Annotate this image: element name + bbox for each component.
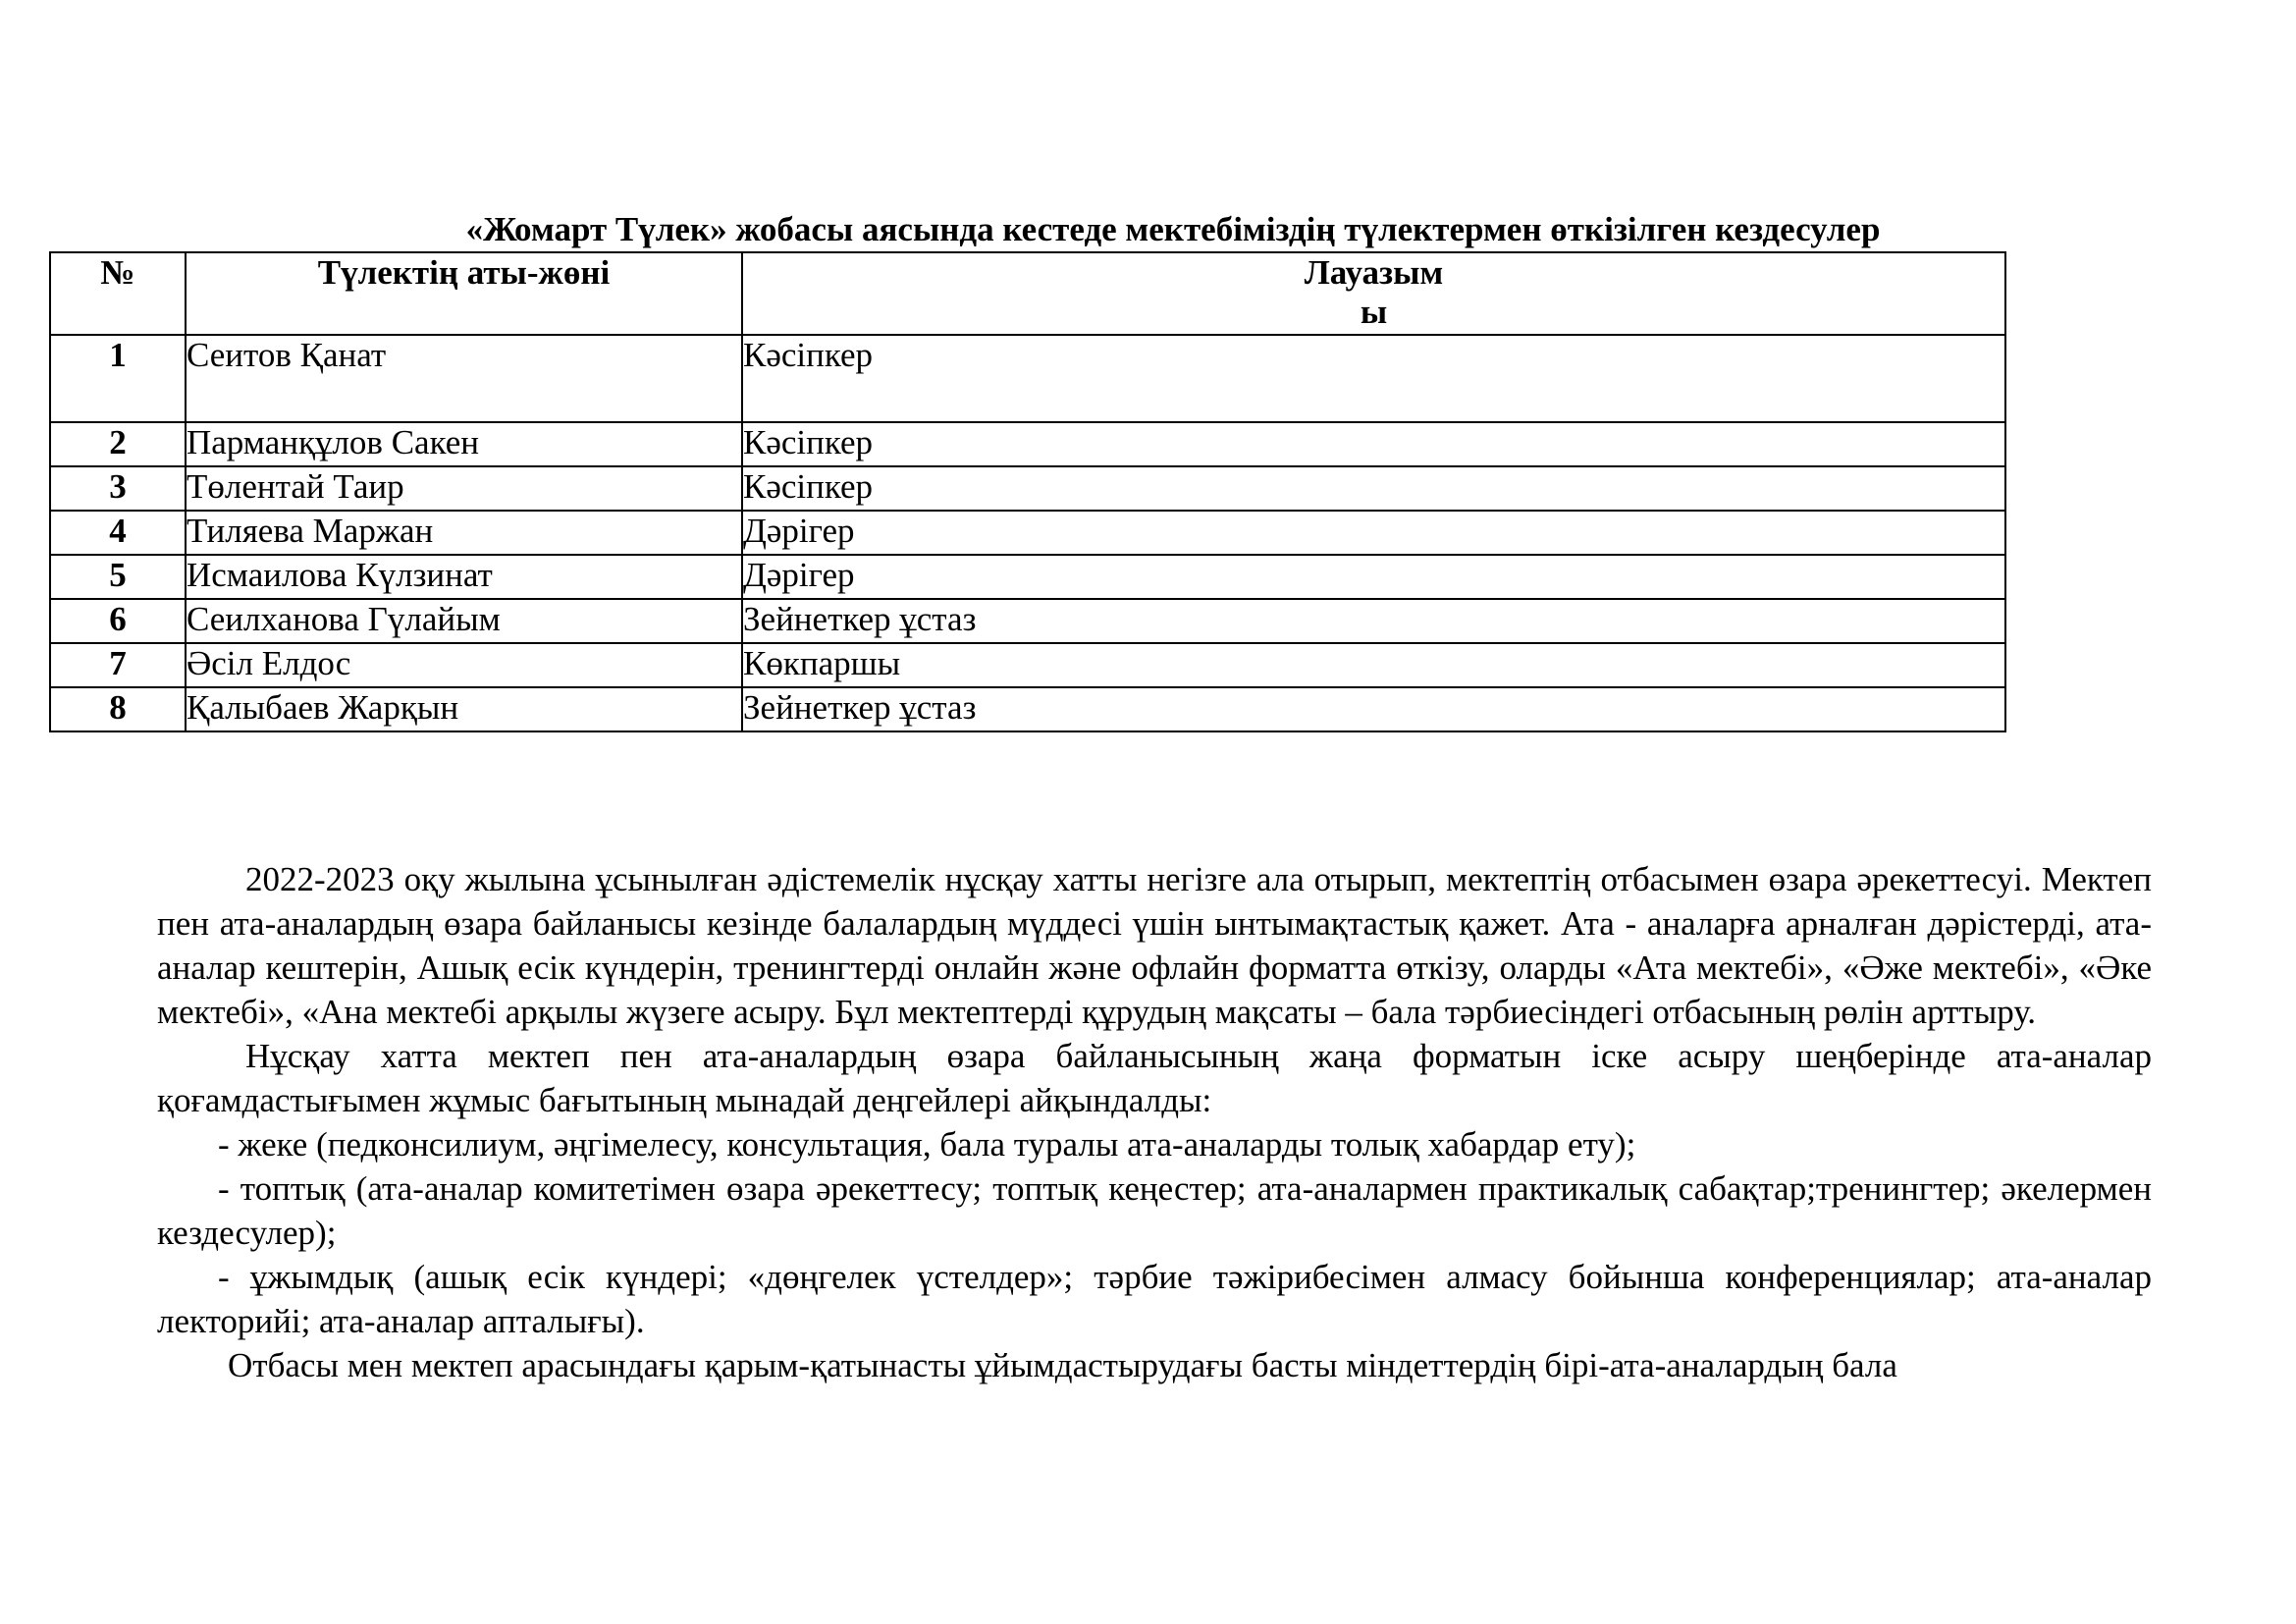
table-row	[50, 511, 2005, 555]
graduate-name: Қалыбаев Жарқын	[186, 687, 742, 731]
graduate-name: Тиляева Маржан	[186, 511, 742, 555]
row-number: 1	[50, 335, 186, 422]
row-number: 4	[50, 511, 186, 555]
header-position-line2: ы	[1360, 293, 1388, 331]
row-number: 7	[50, 643, 186, 687]
row-number: 8	[50, 687, 186, 731]
list-item-individual: - жеке (педконсилиум, әңгімелесу, консультация, бала туралы ата-аналарды толық хабардар ету);	[218, 1125, 1636, 1164]
table-row	[50, 643, 2005, 687]
graduate-name: Төлентай Таир	[186, 466, 742, 511]
graduate-name: Исмаилова Күлзинат	[186, 555, 742, 599]
graduates-table	[49, 251, 2006, 732]
table-row	[50, 466, 2005, 511]
header-position	[742, 252, 2005, 335]
graduate-position: Көкпаршы	[742, 643, 2005, 687]
header-name: Түлектің аты-жөні	[186, 252, 742, 335]
graduate-position: Зейнеткер ұстаз	[742, 687, 2005, 731]
graduate-name: Әсіл Елдос	[186, 643, 742, 687]
paragraph: Отбасы мен мектеп арасындағы қарым-қатынасты ұйымдастырудағы басты міндеттердің бірі-ата-аналардың бала	[228, 1346, 1897, 1384]
row-number: 5	[50, 555, 186, 599]
body-text	[157, 857, 2152, 1387]
document-title: «Жомарт Түлек» жобасы аясында кестеде мектебіміздің түлектермен өткізілген кездесулер	[465, 210, 1881, 248]
graduate-position: Зейнеткер ұстаз	[742, 599, 2005, 643]
header-number: №	[50, 252, 186, 335]
graduate-position: Дәрігер	[742, 511, 2005, 555]
row-number: 2	[50, 422, 186, 466]
table-row	[50, 687, 2005, 731]
graduate-position: Кәсіпкер	[742, 466, 2005, 511]
row-number: 6	[50, 599, 186, 643]
graduate-name: Сеитов Қанат	[186, 335, 742, 422]
graduate-name: Сеилханова Гүлайым	[186, 599, 742, 643]
paragraph: Нұсқау хатта мектеп пен ата-аналардың өзара байланысының жаңа форматын іске асыру шеңберінде ата-аналар қоғамдастығымен жұмыс бағытының мынадай деңгейлері айқындалды:	[157, 1037, 2152, 1119]
table-row	[50, 335, 2005, 422]
row-number: 3	[50, 466, 186, 511]
list-item-collective: - ұжымдық (ашық есік күндері; «дөңгелек үстелдер»; тәрбие тәжірибесімен алмасу бойынша конференциялар; ата-аналар лекторийі; ата-аналар апталығы).	[157, 1258, 2152, 1340]
table-header-row	[50, 252, 2005, 335]
graduate-position: Кәсіпкер	[742, 422, 2005, 466]
graduate-position: Дәрігер	[742, 555, 2005, 599]
table-row	[50, 599, 2005, 643]
list-item-group: - топтық (ата-аналар комитетімен өзара әрекеттесу; топтық кеңестер; ата-аналармен практикалық сабақтар;тренингтер; әкелермен кездесулер);	[157, 1169, 2152, 1252]
graduate-name: Парманқұлов Сакен	[186, 422, 742, 466]
table-row	[50, 555, 2005, 599]
header-position-line1: Лауазым	[1304, 253, 1444, 292]
table-row	[50, 422, 2005, 466]
graduate-position: Кәсіпкер	[742, 335, 2005, 422]
paragraph: 2022-2023 оқу жылына ұсынылған әдістемелік нұсқау хатты негізге ала отырып, мектептің отбасымен өзара әрекеттесуі. Мектеп пен ата-аналардың өзара байланысы кезінде балалардың мүддесі үшін ынтымақтастық қажет. Ата - аналарға арналған дәрістерді, ата-аналар кештерін, Ашық есік күндерін, тренингтерді онлайн және офлайн форматта өткізу, оларды «Ата мектебі», «Әже мектебі», «Әке мектебі», «Ана мектебі арқылы жүзеге асыру. Бұл мектептерді құрудың мақсаты – бала тәрбиесіндегі отбасының рөлін арттыру.	[157, 860, 2152, 1031]
